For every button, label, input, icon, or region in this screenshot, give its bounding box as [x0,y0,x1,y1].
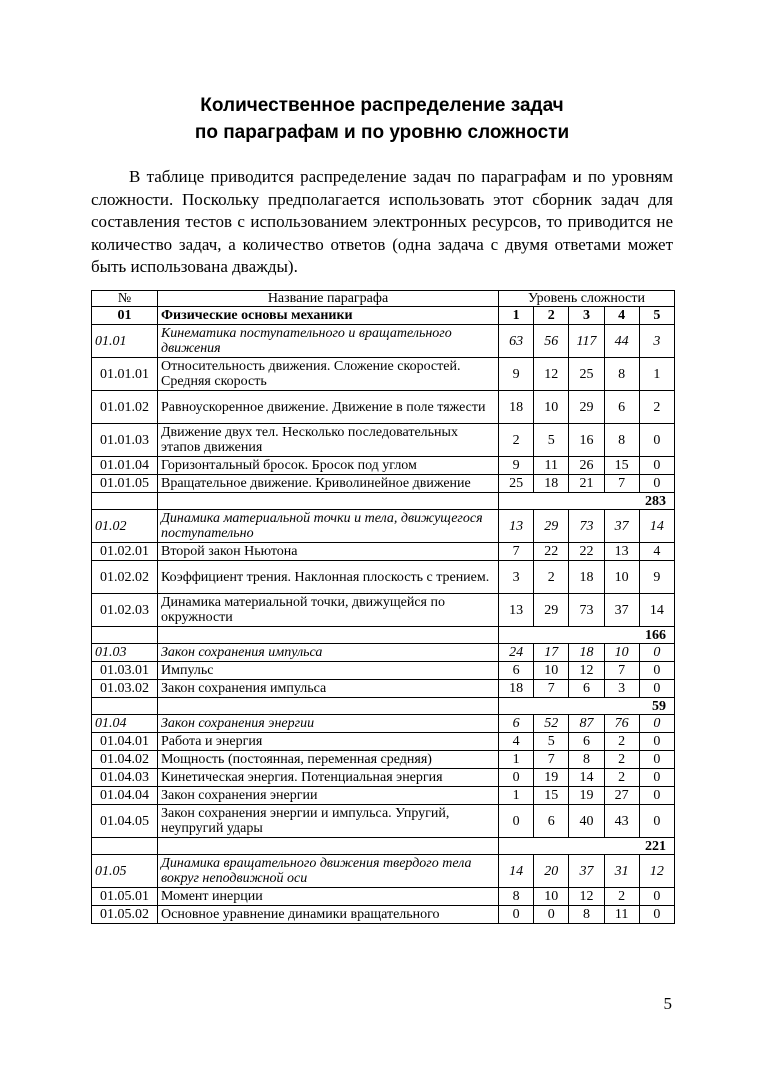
level-4-value: 4 [604,307,639,325]
title-line-1: Количественное распределение задач [200,95,564,116]
row-num: 01.01 [92,325,158,358]
level-3-value: 3 [569,307,604,325]
row-num: 01.04.01 [92,733,158,751]
level-3-value: 22 [569,543,604,561]
level-3-value: 37 [569,855,604,888]
row-num: 01.04.03 [92,769,158,787]
level-4-value: 13 [604,543,639,561]
table-row [92,493,675,510]
section-total: 283 [499,493,675,510]
level-5-value: 3 [639,325,674,358]
level-5-value: 0 [639,424,674,457]
level-2-value: 15 [534,787,569,805]
header-name: Название параграфа [158,291,499,307]
table-row [92,698,675,715]
level-5-value: 0 [639,888,674,906]
table-row [92,787,675,805]
level-4-value: 76 [604,715,639,733]
table-row [92,424,675,457]
level-3-value: 8 [569,751,604,769]
level-1-value: 25 [499,475,534,493]
level-1-value: 18 [499,391,534,424]
level-4-value: 10 [604,644,639,662]
level-2-value: 12 [534,358,569,391]
level-5-value: 0 [639,475,674,493]
title-line-2: по параграфам и по уровню сложности [194,122,570,143]
level-1-value: 4 [499,733,534,751]
level-5-value: 9 [639,561,674,594]
row-num: 01.01.03 [92,424,158,457]
row-name: Динамика материальной точки и тела, движущегося поступательно [158,510,499,543]
level-3-value: 8 [569,906,604,924]
level-4-value: 2 [604,769,639,787]
table-row [92,733,675,751]
row-name: Кинетическая энергия. Потенциальная энергия [158,769,499,787]
table-row [92,510,675,543]
distribution-table [91,290,675,924]
sum-empty-num [92,493,158,510]
level-3-value: 6 [569,680,604,698]
level-2-value: 11 [534,457,569,475]
level-4-value: 44 [604,325,639,358]
level-4-value: 2 [604,733,639,751]
sum-empty-name [158,627,499,644]
level-2-value: 2 [534,561,569,594]
table-row [92,627,675,644]
row-num: 01.01.04 [92,457,158,475]
level-1-value: 13 [499,510,534,543]
row-num: 01.05.02 [92,906,158,924]
level-5-value: 5 [639,307,674,325]
level-2-value: 5 [534,733,569,751]
level-1-value: 63 [499,325,534,358]
table-row [92,888,675,906]
row-num: 01.03.01 [92,662,158,680]
sum-empty-name [158,838,499,855]
section-total: 221 [499,838,675,855]
level-4-value: 27 [604,787,639,805]
sum-empty-name [158,698,499,715]
row-num: 01.04.04 [92,787,158,805]
level-3-value: 18 [569,644,604,662]
level-1-value: 3 [499,561,534,594]
intro-paragraph [91,166,673,279]
level-2-value: 20 [534,855,569,888]
row-num: 01.02.02 [92,561,158,594]
row-name: Динамика вращательного движения твердого тела вокруг неподвижной оси [158,855,499,888]
row-name: Равноускоренное движение. Движение в поле тяжести [158,391,499,424]
level-4-value: 15 [604,457,639,475]
level-3-value: 6 [569,733,604,751]
row-num: 01.01.02 [92,391,158,424]
level-1-value: 14 [499,855,534,888]
row-name: Кинематика поступательного и вращательного движения [158,325,499,358]
table-row [92,457,675,475]
level-1-value: 6 [499,715,534,733]
level-2-value: 29 [534,510,569,543]
level-5-value: 1 [639,358,674,391]
row-num: 01.01.05 [92,475,158,493]
row-name: Физические основы механики [158,307,499,325]
table-row [92,391,675,424]
header-level: Уровень сложности [499,291,675,307]
table-row [92,561,675,594]
level-3-value: 73 [569,594,604,627]
row-name: Работа и энергия [158,733,499,751]
level-5-value: 14 [639,594,674,627]
level-5-value: 0 [639,680,674,698]
row-name: Горизонтальный бросок. Бросок под углом [158,457,499,475]
level-2-value: 29 [534,594,569,627]
table-row [92,358,675,391]
level-2-value: 7 [534,680,569,698]
level-1-value: 0 [499,805,534,838]
table-row [92,838,675,855]
sum-empty-num [92,838,158,855]
level-4-value: 2 [604,751,639,769]
level-1-value: 6 [499,662,534,680]
table-row [92,751,675,769]
row-num: 01.03 [92,644,158,662]
sum-empty-name [158,493,499,510]
level-2-value: 0 [534,906,569,924]
level-3-value: 117 [569,325,604,358]
level-1-value: 13 [499,594,534,627]
level-2-value: 52 [534,715,569,733]
row-num: 01.04 [92,715,158,733]
level-4-value: 37 [604,594,639,627]
row-num: 01 [92,307,158,325]
level-2-value: 18 [534,475,569,493]
row-name: Закон сохранения импульса [158,680,499,698]
level-3-value: 12 [569,662,604,680]
level-3-value: 26 [569,457,604,475]
level-3-value: 73 [569,510,604,543]
level-5-value: 0 [639,906,674,924]
section-total: 59 [499,698,675,715]
row-num: 01.05.01 [92,888,158,906]
row-num: 01.04.05 [92,805,158,838]
level-5-value: 0 [639,662,674,680]
level-5-value: 14 [639,510,674,543]
level-2-value: 7 [534,751,569,769]
level-1-value: 9 [499,457,534,475]
table-row [92,662,675,680]
level-4-value: 10 [604,561,639,594]
table-row [92,594,675,627]
row-name: Закон сохранения энергии [158,787,499,805]
level-1-value: 18 [499,680,534,698]
level-2-value: 17 [534,644,569,662]
level-5-value: 0 [639,805,674,838]
level-1-value: 9 [499,358,534,391]
row-name: Движение двух тел. Несколько последовательных этапов движения [158,424,499,457]
row-name: Импульс [158,662,499,680]
row-name: Мощность (постоянная, переменная средняя) [158,751,499,769]
level-2-value: 19 [534,769,569,787]
row-name: Вращательное движение. Криволинейное движение [158,475,499,493]
row-name: Второй закон Ньютона [158,543,499,561]
intro-text: В таблице приводится распределение задач по параграфам и по уровням сложности. Поскольку предполагается использовать этот сборник задач для составления тестов с использованием электронных ресурсов, то приводится не количество задач, а количество ответов (одна задача с двумя ответами может быть использована дважды). [91,167,673,276]
level-3-value: 29 [569,391,604,424]
row-name: Основное уравнение динамики вращательного [158,906,499,924]
level-3-value: 87 [569,715,604,733]
level-3-value: 16 [569,424,604,457]
level-1-value: 1 [499,307,534,325]
table-row [92,475,675,493]
page-title [0,92,764,146]
level-2-value: 10 [534,662,569,680]
table-row [92,769,675,787]
table-body [92,307,675,924]
row-name: Относительность движения. Сложение скоростей. Средняя скорость [158,358,499,391]
level-5-value: 12 [639,855,674,888]
row-num: 01.03.02 [92,680,158,698]
row-num: 01.05 [92,855,158,888]
header-num: № [92,291,158,307]
level-1-value: 1 [499,787,534,805]
level-5-value: 0 [639,644,674,662]
level-2-value: 22 [534,543,569,561]
level-2-value: 10 [534,888,569,906]
level-3-value: 14 [569,769,604,787]
table-row [92,543,675,561]
level-1-value: 0 [499,769,534,787]
level-3-value: 40 [569,805,604,838]
level-2-value: 10 [534,391,569,424]
row-name: Момент инерции [158,888,499,906]
level-1-value: 24 [499,644,534,662]
level-1-value: 0 [499,906,534,924]
level-1-value: 1 [499,751,534,769]
level-5-value: 0 [639,751,674,769]
level-4-value: 3 [604,680,639,698]
level-2-value: 2 [534,307,569,325]
sum-empty-num [92,627,158,644]
row-name: Закон сохранения энергии [158,715,499,733]
row-name: Коэффициент трения. Наклонная плоскость с трением. [158,561,499,594]
level-4-value: 8 [604,424,639,457]
row-num: 01.02.03 [92,594,158,627]
level-4-value: 11 [604,906,639,924]
table-row [92,906,675,924]
row-name: Динамика материальной точки, движущейся по окружности [158,594,499,627]
level-3-value: 19 [569,787,604,805]
level-4-value: 31 [604,855,639,888]
level-1-value: 2 [499,424,534,457]
level-4-value: 43 [604,805,639,838]
table-header-row [92,291,675,307]
row-num: 01.02.01 [92,543,158,561]
level-2-value: 6 [534,805,569,838]
table-row [92,855,675,888]
level-1-value: 7 [499,543,534,561]
table-row [92,325,675,358]
level-5-value: 4 [639,543,674,561]
level-5-value: 0 [639,769,674,787]
level-4-value: 7 [604,475,639,493]
level-5-value: 0 [639,457,674,475]
table-row [92,644,675,662]
level-4-value: 37 [604,510,639,543]
level-4-value: 8 [604,358,639,391]
level-2-value: 56 [534,325,569,358]
level-2-value: 5 [534,424,569,457]
level-3-value: 21 [569,475,604,493]
level-3-value: 25 [569,358,604,391]
level-4-value: 6 [604,391,639,424]
row-num: 01.04.02 [92,751,158,769]
level-5-value: 2 [639,391,674,424]
level-5-value: 0 [639,787,674,805]
table-row [92,680,675,698]
level-1-value: 8 [499,888,534,906]
level-3-value: 12 [569,888,604,906]
row-name: Закон сохранения импульса [158,644,499,662]
section-total: 166 [499,627,675,644]
row-num: 01.01.01 [92,358,158,391]
level-5-value: 0 [639,733,674,751]
table-row [92,307,675,325]
level-5-value: 0 [639,715,674,733]
level-4-value: 7 [604,662,639,680]
row-name: Закон сохранения энергии и импульса. Упругий, неупругий удары [158,805,499,838]
level-4-value: 2 [604,888,639,906]
table-row [92,805,675,838]
sum-empty-num [92,698,158,715]
row-num: 01.02 [92,510,158,543]
page-number: 5 [663,994,672,1013]
level-3-value: 18 [569,561,604,594]
table-row [92,715,675,733]
